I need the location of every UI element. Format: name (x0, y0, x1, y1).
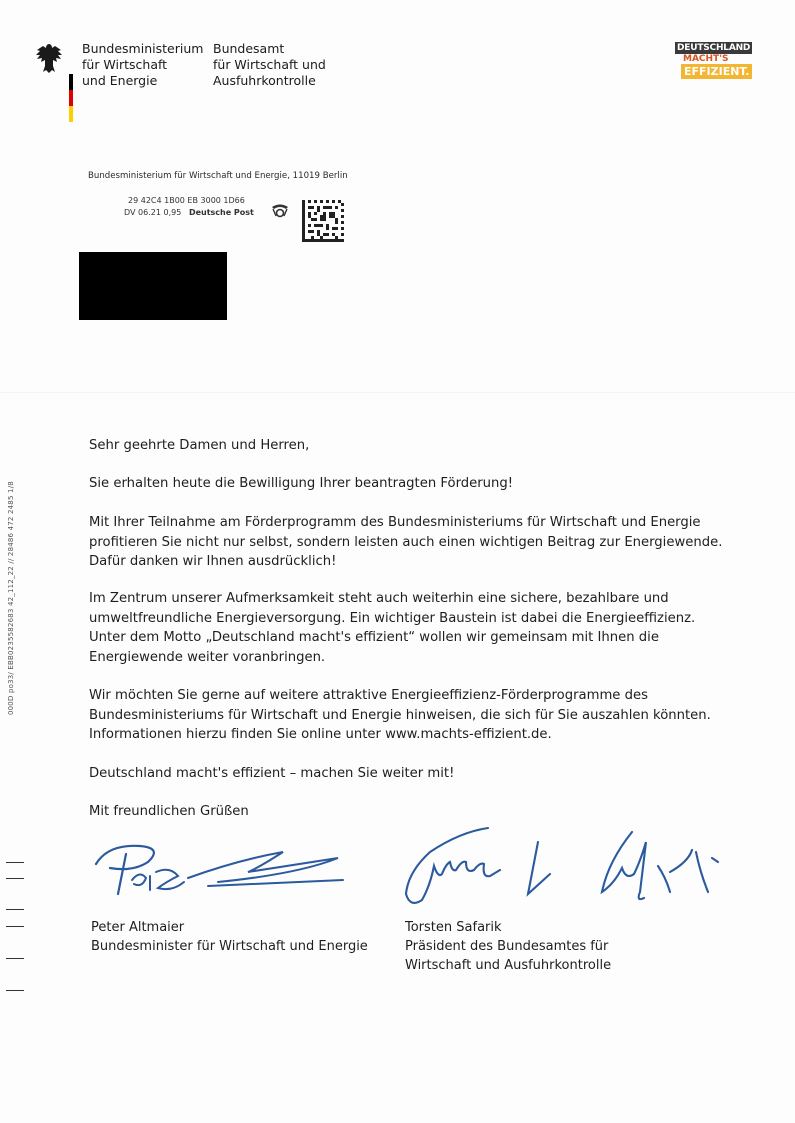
paragraph-more-programs: Wir möchten Sie gerne auf weitere attraktive Energieeffizienz-Förderprogramme des Bundesministeriums für Wirtschaft und Energie hinweisen, die sich für Sie auszahlen könnten. Informationen hierzu finden Sie online unter www.machts-effizient.de. (89, 688, 711, 742)
closing: Mit freundlichen Grüßen (89, 804, 249, 819)
paragraph-thanks: Mit Ihrer Teilnahme am Förderprogramm des Bundesministeriums für Wirtschaft und Energie profitieren Sie nicht nur selbst, sondern leisten auch einen wichtigen Beitrag zur Energiewende. Dafür danken wir Ihnen ausdrücklich! (89, 515, 723, 569)
redacted-recipient-address (79, 252, 227, 320)
paragraph-focus: Im Zentrum unserer Aufmerksamkeit steht auch weiterhin eine sichere, bezahlbare und umweltfreundliche Energieversorgung. Ein wichtiger Baustein ist dabei die Energieeffizienz. Unter dem Motto „Deutschland macht's effizient“ wollen wir gemeinsam mit Ihnen die Energiewende weiter voranbringen. (89, 591, 696, 665)
postage-franking: 29 42C4 1B00 EB 3000 1D66 DV 06.21 0,95 Deutsche Post (124, 196, 254, 217)
fold-line (0, 392, 795, 393)
salutation: Sehr geehrte Damen und Herren, (89, 438, 310, 453)
sender-line: Bundesministerium für Wirtschaft und Energie, 11019 Berlin (88, 171, 348, 181)
deutsche-post-horn-icon (270, 203, 290, 219)
german-flag-bar (69, 74, 73, 122)
signatory-safarik: Torsten Safarik Präsident des Bundesamtes für Wirtschaft und Ausfuhrkontrolle (405, 920, 612, 973)
bafa-name: Bundesamt für Wirtschaft und Ausfuhrkontrolle (213, 41, 326, 88)
signatory-altmaier: Peter Altmaier Bundesminister für Wirtschaft und Energie (91, 920, 368, 954)
paragraph-approval: Sie erhalten heute die Bewilligung Ihrer beantragten Förderung! (89, 476, 514, 491)
ministry-name: Bundesministerium für Wirtschaft und Energie (82, 41, 204, 88)
print-reference-code: 000D po33/ EBB0235582683 42_112_22 // 28486 472 2485 1/8 (7, 481, 15, 715)
datamatrix-code (302, 200, 344, 242)
signature-altmaier (88, 832, 353, 902)
federal-eagle-icon (35, 42, 63, 74)
paragraph-motto: Deutschland macht's effizient – machen Sie weiter mit! (89, 766, 455, 781)
signature-safarik (400, 822, 725, 912)
campaign-logo: DEUTSCHLAND MACHT'S EFFIZIENT. (675, 42, 747, 94)
